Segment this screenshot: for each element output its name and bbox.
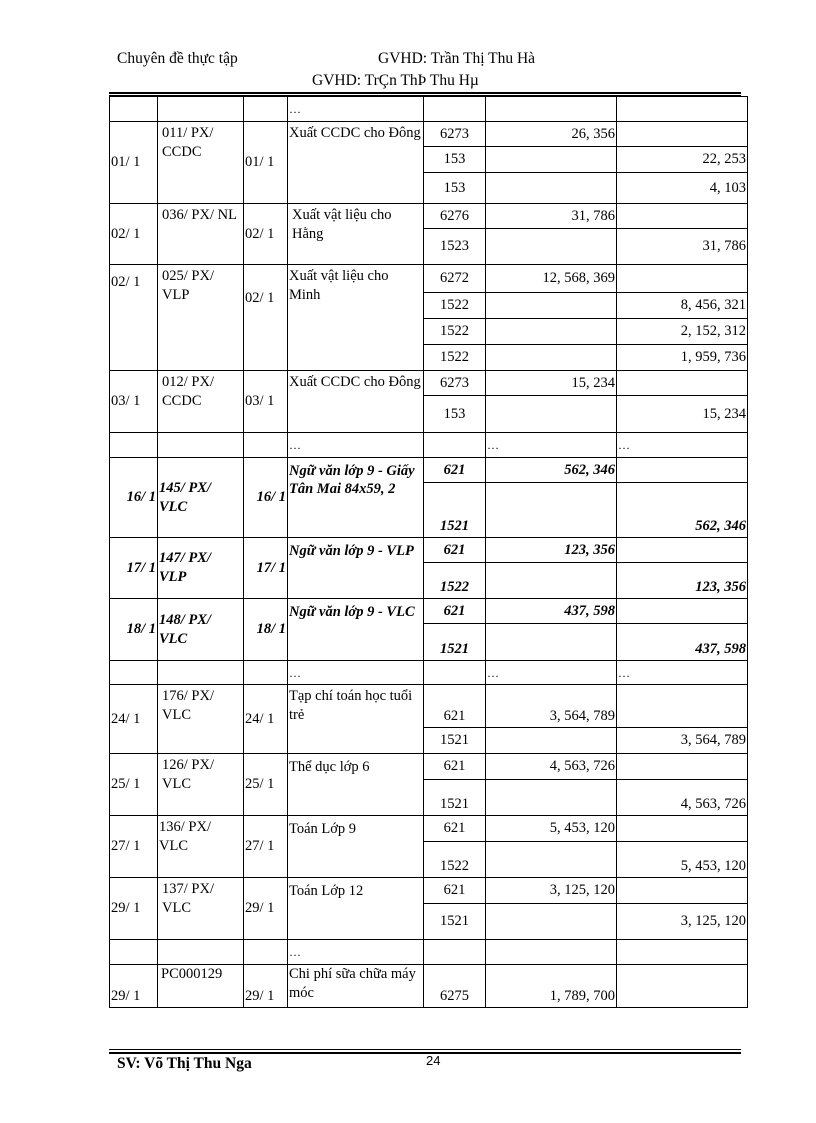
table-row	[110, 754, 748, 780]
debit: 15, 234	[486, 371, 617, 396]
account: 621	[424, 816, 486, 842]
account: 1522	[424, 319, 486, 345]
account: 1521	[424, 483, 486, 538]
account: 6272	[424, 265, 486, 293]
debit	[486, 396, 617, 433]
credit: 562, 346	[617, 483, 748, 538]
ledger-table	[109, 96, 748, 1008]
entry-voucher: 176/ PX/ VLC	[162, 688, 214, 723]
credit: 31, 786	[617, 229, 748, 265]
credit: 437, 598	[617, 624, 748, 661]
credit	[617, 458, 748, 483]
entry-voucher: 025/ PX/ VLP	[162, 268, 214, 303]
credit: 2, 152, 312	[617, 319, 748, 345]
account: 6275	[424, 965, 486, 1008]
entry-date: 18/ 1	[110, 599, 158, 661]
footer-rule-thick	[109, 1052, 741, 1054]
debit: 1, 789, 700	[486, 965, 617, 1008]
credit: 22, 253	[617, 147, 748, 173]
entry-voucher-date: 24/ 1	[244, 685, 288, 754]
credit: 123, 356	[617, 563, 748, 599]
debit	[486, 345, 617, 371]
credit	[617, 599, 748, 624]
header-rule	[109, 92, 741, 94]
entry-date: 29/ 1	[110, 965, 158, 1008]
entry-date: 02/ 1	[110, 204, 158, 265]
entry-voucher: 137/ PX/ VLC	[162, 881, 214, 916]
account: 1521	[424, 624, 486, 661]
credit	[617, 878, 748, 904]
account: 1522	[424, 345, 486, 371]
page-number: 24	[426, 1053, 441, 1068]
header-supervisor: GVHD: Trần Thị Thu Hà	[378, 50, 536, 67]
account: 1523	[424, 229, 486, 265]
ellipsis-row	[110, 661, 748, 685]
entry-voucher-date: 16/ 1	[244, 458, 288, 538]
debit	[486, 147, 617, 173]
debit	[486, 173, 617, 204]
entry-date: 24/ 1	[110, 685, 158, 754]
credit: 5, 453, 120	[617, 842, 748, 878]
entry-voucher: 148/ PX/ VLC	[159, 611, 211, 647]
footer-rule	[109, 1049, 741, 1050]
entry-voucher: PC000129	[158, 965, 244, 1008]
entry-description: Chi phí sữa chữa máy móc	[288, 965, 424, 1008]
entry-description: Tạp chí toán học tuổi trẻ	[288, 685, 424, 754]
credit	[617, 685, 748, 728]
entry-voucher: 011/ PX/ CCDC	[162, 125, 214, 160]
debit	[486, 319, 617, 345]
credit: 3, 125, 120	[617, 904, 748, 940]
ellipsis: …	[617, 661, 748, 685]
credit: 15, 234	[617, 396, 748, 433]
entry-voucher: 136/ PX/ VLC	[159, 819, 211, 854]
debit: 123, 356	[486, 538, 617, 563]
debit: 562, 346	[486, 458, 617, 483]
entry-voucher-date: 18/ 1	[244, 599, 288, 661]
entry-voucher-date: 17/ 1	[244, 538, 288, 599]
credit	[617, 265, 748, 293]
debit	[486, 229, 617, 265]
ellipsis: …	[486, 661, 617, 685]
footer-student: SV: Võ Thị Thu Nga	[117, 1055, 252, 1072]
entry-description: Xuất vật liệu cho Hằng	[288, 204, 424, 265]
account: 6273	[424, 371, 486, 396]
entry-voucher-date: 27/ 1	[244, 816, 288, 878]
credit: 8, 456, 321	[617, 293, 748, 319]
header-title: Chuyên đề thực tập	[117, 50, 238, 67]
credit	[617, 816, 748, 842]
header-supervisor-garbled: GVHD: TrÇn ThÞ Thu Hµ	[312, 72, 479, 89]
table-row	[110, 265, 748, 293]
ellipsis-row	[110, 940, 748, 965]
account: 153	[424, 396, 486, 433]
credit: 4, 563, 726	[617, 780, 748, 816]
entry-description: Ngữ văn lớp 9 - Giấy Tân Mai 84x59, 2	[288, 458, 424, 538]
entry-description: Ngữ văn lớp 9 - VLP	[288, 538, 424, 599]
account: 153	[424, 147, 486, 173]
account: 621	[424, 458, 486, 483]
debit: 437, 598	[486, 599, 617, 624]
ellipsis: …	[617, 433, 748, 458]
entry-voucher-date: 02/ 1	[244, 204, 288, 265]
ellipsis: …	[288, 940, 424, 965]
entry-voucher-date: 29/ 1	[244, 965, 288, 1008]
account: 621	[424, 754, 486, 780]
ellipsis: …	[288, 97, 424, 122]
credit: 3, 564, 789	[617, 728, 748, 754]
debit: 26, 356	[486, 122, 617, 147]
debit: 31, 786	[486, 204, 617, 229]
table-row	[110, 685, 748, 728]
ellipsis: …	[486, 433, 617, 458]
credit	[617, 965, 748, 1008]
credit	[617, 204, 748, 229]
entry-date: 01/ 1	[110, 122, 158, 204]
account: 6276	[424, 204, 486, 229]
debit	[486, 842, 617, 878]
account: 153	[424, 173, 486, 204]
credit: 4, 103	[617, 173, 748, 204]
entry-voucher: 012/ PX/ CCDC	[162, 374, 214, 409]
ellipsis-row	[110, 97, 748, 122]
entry-voucher-date: 25/ 1	[244, 754, 288, 816]
account: 1521	[424, 728, 486, 754]
entry-date: 29/ 1	[110, 878, 158, 940]
account: 1522	[424, 563, 486, 599]
entry-voucher: 126/ PX/ VLC	[162, 757, 214, 792]
ellipsis: …	[288, 433, 424, 458]
debit	[486, 563, 617, 599]
account: 621	[424, 599, 486, 624]
credit: 1, 959, 736	[617, 345, 748, 371]
table-row	[110, 878, 748, 904]
debit	[486, 624, 617, 661]
entry-date: 02/ 1	[110, 265, 158, 371]
entry-date: 03/ 1	[110, 371, 158, 433]
entry-date: 17/ 1	[110, 538, 158, 599]
entry-date: 16/ 1	[110, 458, 158, 538]
entry-date: 27/ 1	[110, 816, 158, 878]
entry-voucher-date: 02/ 1	[244, 265, 288, 371]
entry-date: 25/ 1	[110, 754, 158, 816]
credit	[617, 371, 748, 396]
ellipsis: …	[288, 661, 424, 685]
debit	[486, 904, 617, 940]
ellipsis-row	[110, 433, 748, 458]
debit: 3, 125, 120	[486, 878, 617, 904]
account: 621	[424, 878, 486, 904]
debit: 4, 563, 726	[486, 754, 617, 780]
account: 1521	[424, 780, 486, 816]
table-row	[110, 599, 748, 624]
account: 6273	[424, 122, 486, 147]
entry-voucher: 036/ PX/ NL	[162, 207, 237, 223]
credit	[617, 122, 748, 147]
account: 621	[424, 685, 486, 728]
account: 1522	[424, 842, 486, 878]
credit	[617, 754, 748, 780]
debit	[486, 293, 617, 319]
entry-description: Xuất CCDC cho Đông	[288, 371, 424, 433]
table-row	[110, 458, 748, 483]
credit	[617, 538, 748, 563]
entry-description: Toán Lớp 9	[288, 816, 424, 878]
entry-description: Ngữ văn lớp 9 - VLC	[288, 599, 424, 661]
debit: 12, 568, 369	[486, 265, 617, 293]
table-row	[110, 122, 748, 147]
entry-voucher-date: 01/ 1	[244, 122, 288, 204]
debit	[486, 780, 617, 816]
entry-voucher: 147/ PX/ VLP	[159, 550, 211, 585]
debit: 5, 453, 120	[486, 816, 617, 842]
table-row	[110, 204, 748, 229]
entry-description: Xuất vật liệu cho Minh	[288, 265, 424, 371]
table-row	[110, 371, 748, 396]
account: 621	[424, 538, 486, 563]
entry-voucher-date: 03/ 1	[244, 371, 288, 433]
table-row	[110, 538, 748, 563]
table-row	[110, 816, 748, 842]
debit	[486, 728, 617, 754]
table-row	[110, 965, 748, 1008]
debit	[486, 483, 617, 538]
debit: 3, 564, 789	[486, 685, 617, 728]
entry-description: Thể dục lớp 6	[288, 754, 424, 816]
entry-voucher: 145/ PX/ VLC	[159, 479, 211, 515]
entry-description: Toán Lớp 12	[288, 878, 424, 940]
account: 1522	[424, 293, 486, 319]
account: 1521	[424, 904, 486, 940]
entry-description: Xuất CCDC cho Đông	[288, 122, 424, 204]
entry-voucher-date: 29/ 1	[244, 878, 288, 940]
